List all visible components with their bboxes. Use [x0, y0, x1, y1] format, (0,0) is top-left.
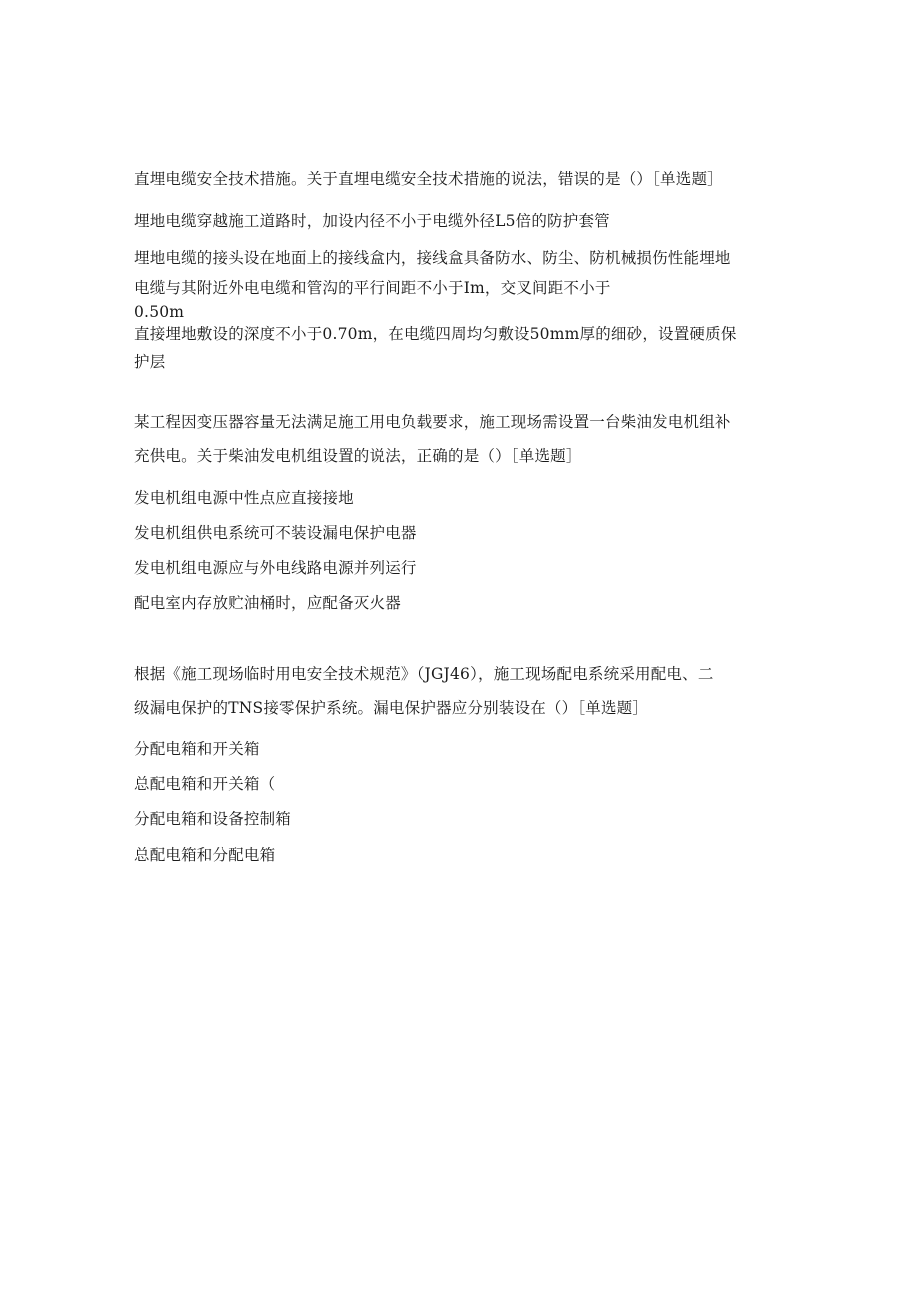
question-3-option-4: 总配电箱和分配电箱 — [134, 846, 276, 864]
question-2-option-4: 配电室内存放贮油桶时，应配备灭火器 — [134, 594, 401, 612]
question-1-option-1: 埋地电缆穿越施工道路时，加设内径不小于电缆外径L5倍的防护套管 — [134, 212, 610, 230]
question-2-option-1: 发电机组电源中性点应直接接地 — [134, 489, 354, 507]
question-2-stem-line-2: 充供电。关于柴油发电机组设置的说法，正确的是（）［单选题］ — [134, 447, 582, 465]
question-1-option-2-line-2: 电缆与其附近外电电缆和管沟的平行间距不小于Im，交叉间距不小于 — [134, 279, 611, 297]
question-3-option-3: 分配电箱和设备控制箱 — [134, 810, 292, 828]
question-1-option-3-line-2: 护层 — [134, 353, 166, 371]
question-1-option-2-line-3: 0.50m — [134, 303, 185, 321]
question-1-option-3-line-1: 直接埋地敷设的深度不小于0.70m，在电缆四周均匀敷设50mm厚的细砂，设置硬质保 — [134, 325, 737, 343]
question-2-option-3: 发电机组电源应与外电线路电源并列运行 — [134, 559, 417, 577]
question-1-option-2-line-1: 埋地电缆的接头设在地面上的接线盒内，接线盒具备防水、防尘、防机械损伤性能埋地 — [134, 249, 731, 267]
question-1-stem: 直埋电缆安全技术措施。关于直埋电缆安全技术措施的说法，错误的是（）［单选题］ — [134, 170, 723, 188]
question-2-stem-line-1: 某工程因变压器容量无法满足施工用电负载要求，施工现场需设置一台柴油发电机组补 — [134, 413, 731, 431]
question-3-option-2: 总配电箱和开关箱（ — [134, 775, 276, 793]
question-3-stem-line-1: 根据《施工现场临时用电安全技术规范》（JGJ46），施工现场配电系统采用配电、二 — [134, 665, 714, 683]
question-3-option-1: 分配电箱和开关箱 — [134, 740, 260, 758]
question-2-option-2: 发电机组供电系统可不装设漏电保护电器 — [134, 524, 417, 542]
question-3-stem-line-2: 级漏电保护的TNS接零保护系统。漏电保护器应分别装设在（）［单选题］ — [134, 699, 649, 717]
